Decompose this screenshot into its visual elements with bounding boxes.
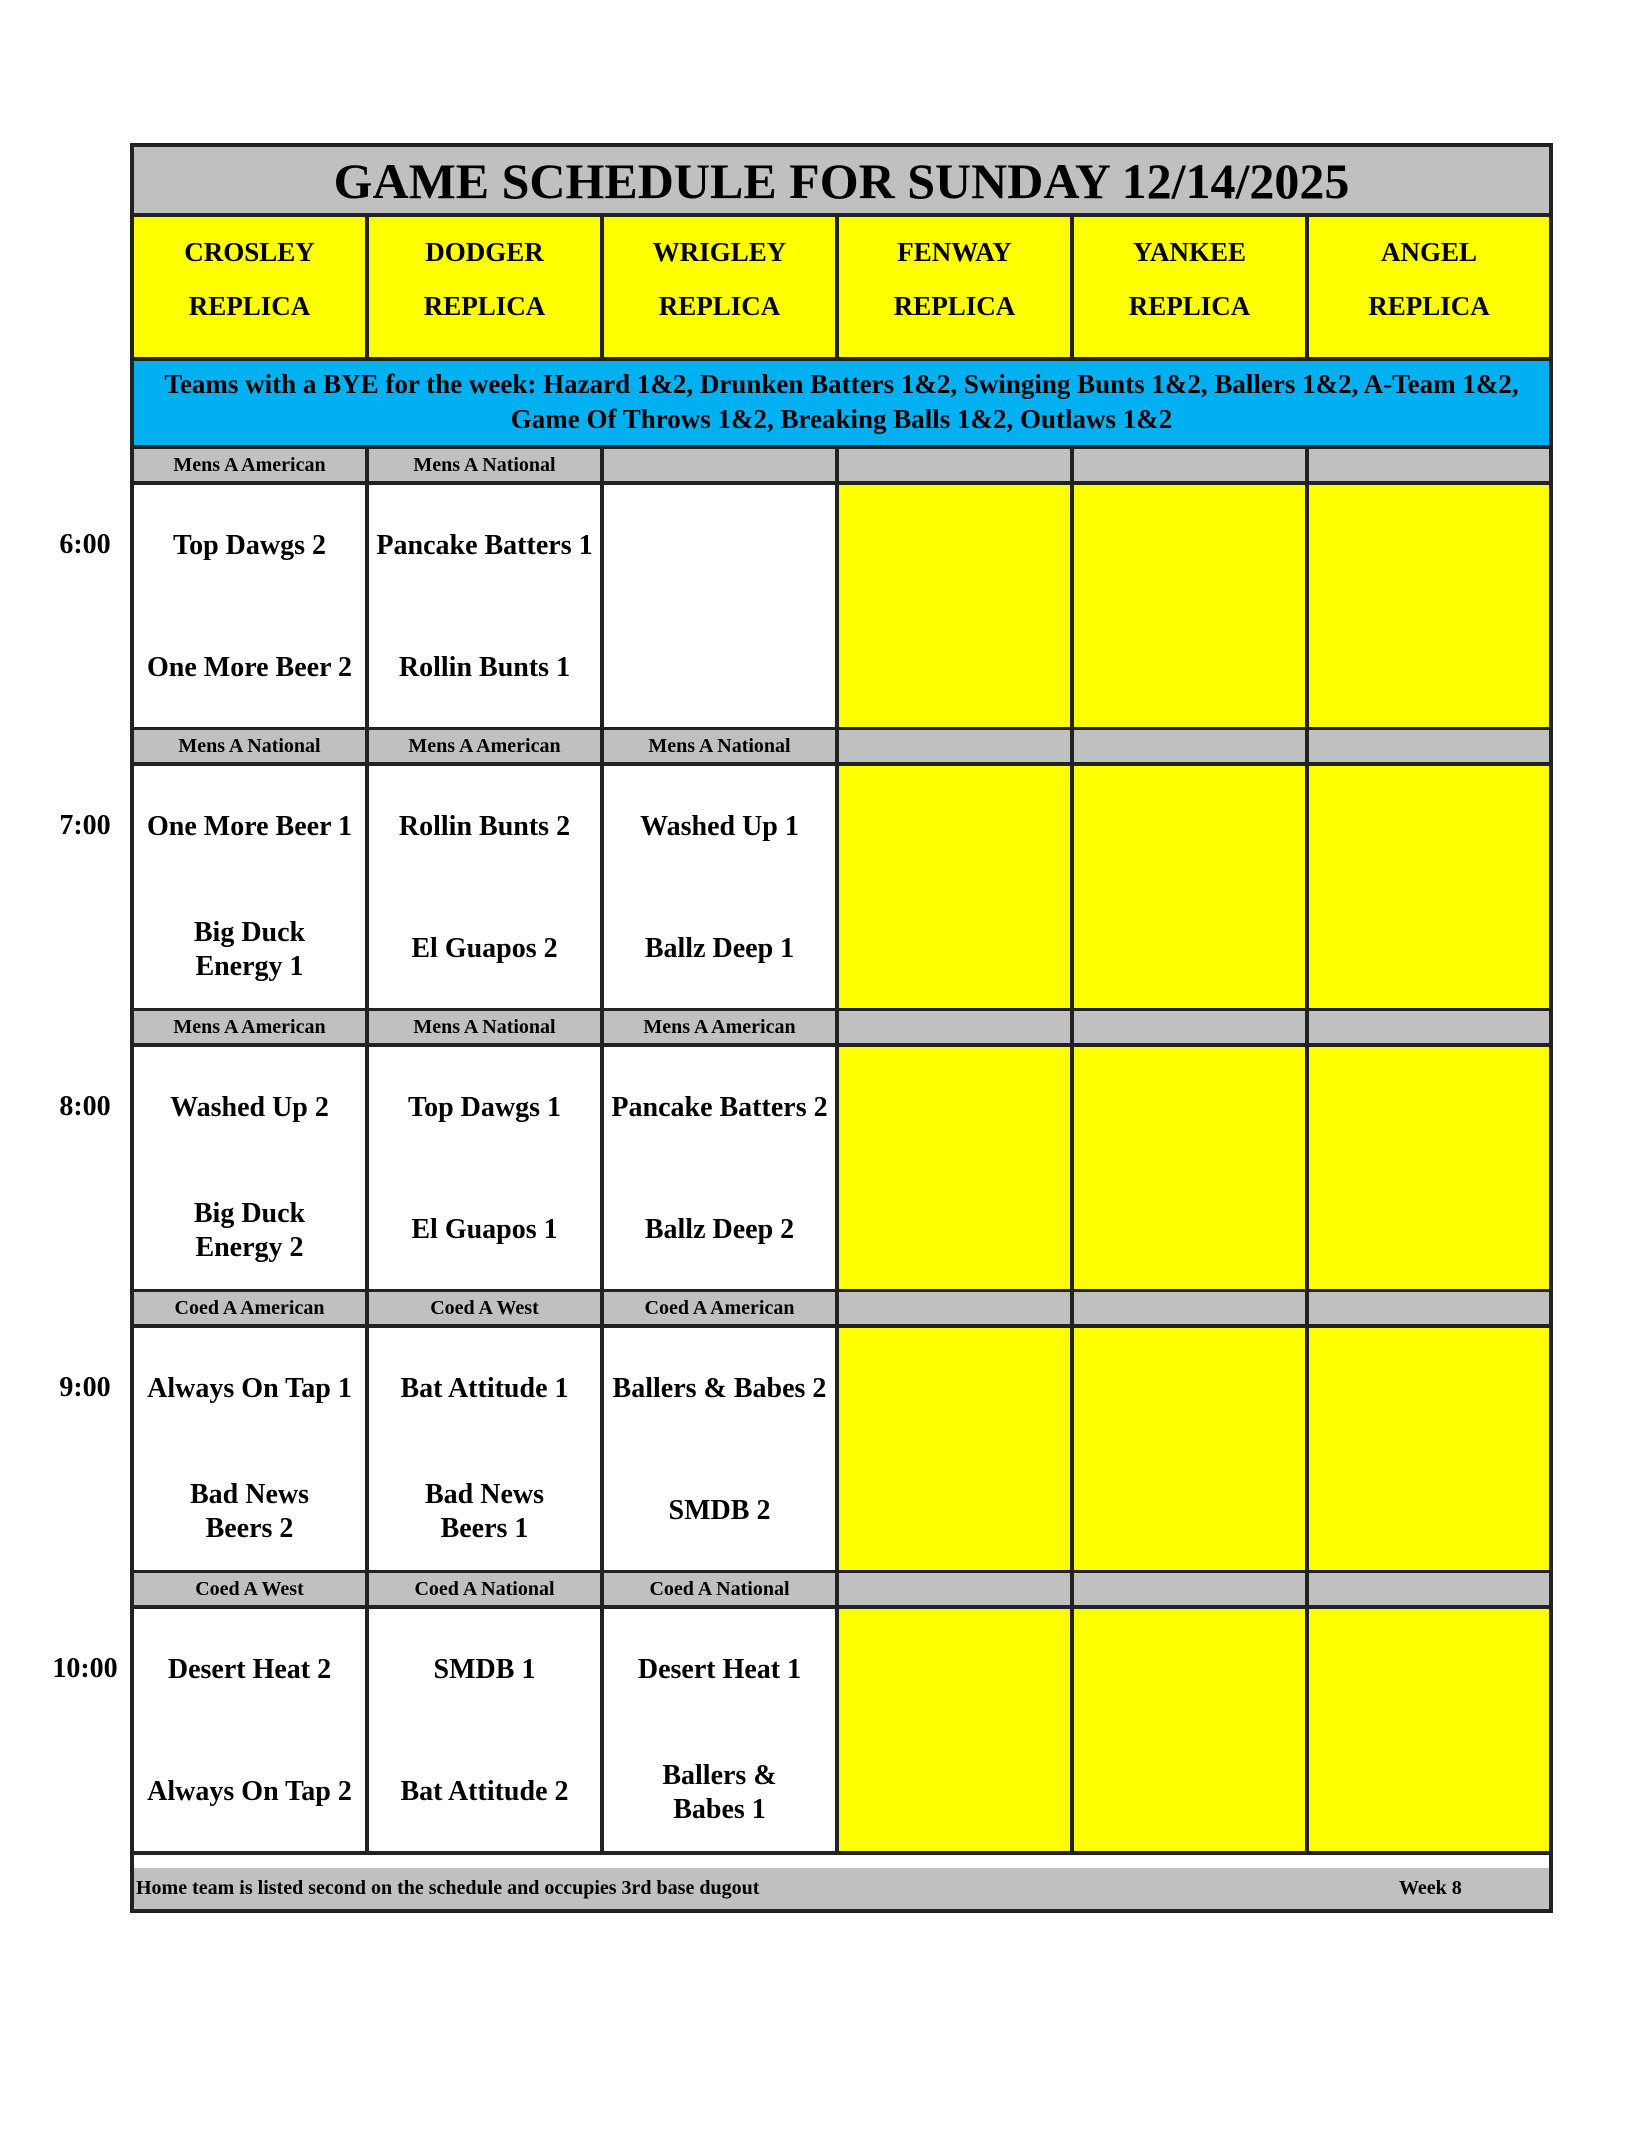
division-label [1309, 1573, 1549, 1609]
division-label: Coed A American [134, 1292, 369, 1328]
division-label [839, 1011, 1074, 1047]
division-label [1309, 730, 1549, 766]
game-matchup [604, 1328, 839, 1574]
empty-game-slot [1309, 1328, 1549, 1574]
empty-game-slot [1074, 1047, 1309, 1293]
field-name: ANGEL [1380, 237, 1478, 267]
game-matchup [604, 1047, 839, 1293]
away-team: Rollin Bunts 2 [398, 811, 571, 842]
empty-game-slot [1309, 766, 1549, 1012]
field-header-wrigley [604, 217, 839, 361]
division-label: Mens A National [369, 1011, 604, 1047]
game-matchup [369, 1328, 604, 1574]
division-label [1074, 449, 1309, 485]
field-subtitle: REPLICA [1368, 291, 1490, 321]
division-label [839, 1292, 1074, 1328]
division-label [1309, 1011, 1549, 1047]
division-label [1074, 1573, 1309, 1609]
field-subtitle: REPLICA [893, 291, 1016, 321]
division-label: Coed A West [369, 1292, 604, 1328]
page-title: GAME SCHEDULE FOR SUNDAY 12/14/2025 [134, 147, 1549, 217]
division-label [1074, 1011, 1309, 1047]
away-team: Desert Heat 2 [167, 1654, 332, 1685]
division-label: Coed A National [369, 1573, 604, 1609]
empty-game-slot [1074, 766, 1309, 1012]
home-team: Always On Tap 2 [147, 1776, 352, 1807]
field-subtitle: REPLICA [1128, 291, 1251, 321]
division-label [1309, 449, 1549, 485]
home-team: Ballz Deep 2 [644, 1214, 795, 1245]
division-label [1074, 1292, 1309, 1328]
empty-game-slot [839, 1609, 1074, 1855]
field-subtitle: REPLICA [423, 291, 546, 321]
field-header-fenway [839, 217, 1074, 361]
field-name: CROSLEY [184, 237, 315, 267]
empty-game-slot [1074, 1609, 1309, 1855]
field-header-angel [1309, 217, 1549, 361]
division-label: Coed A West [134, 1573, 369, 1609]
time-label: 9:00 [59, 1372, 111, 1403]
game-matchup [604, 766, 839, 1012]
game-matchup [134, 1047, 369, 1293]
game-matchup [134, 1609, 369, 1855]
away-team: Top Dawgs 1 [407, 1092, 561, 1123]
field-name: YANKEE [1132, 237, 1247, 267]
home-team: El Guapos 2 [411, 933, 558, 964]
division-label: Mens A American [604, 1011, 839, 1047]
away-team: Always On Tap 1 [147, 1373, 352, 1404]
game-matchup [134, 485, 369, 731]
division-label: Mens A American [134, 1011, 369, 1047]
empty-game-slot [1309, 1609, 1549, 1855]
empty-game-slot [1074, 485, 1309, 731]
field-name: DODGER [425, 237, 544, 267]
away-team: Pancake Batters 2 [611, 1092, 828, 1123]
game-matchup [369, 766, 604, 1012]
away-team: Washed Up 1 [640, 811, 799, 842]
home-team-note: Home team is listed second on the schedule and occupies 3rd base dugout [136, 1877, 760, 1899]
away-team: One More Beer 1 [146, 811, 352, 842]
empty-game-slot [1309, 485, 1549, 731]
division-label [839, 449, 1074, 485]
game-matchup [134, 1328, 369, 1574]
away-team: SMDB 1 [433, 1654, 536, 1685]
division-label: Coed A National [604, 1573, 839, 1609]
division-label [1074, 730, 1309, 766]
game-matchup [369, 485, 604, 731]
away-team: Pancake Batters 1 [376, 530, 593, 561]
division-label [839, 730, 1074, 766]
home-team: One More Beer 2 [146, 652, 352, 683]
game-matchup [604, 1609, 839, 1855]
away-team: Ballers & Babes 2 [612, 1373, 827, 1404]
field-subtitle: REPLICA [658, 291, 781, 321]
away-team: Desert Heat 1 [637, 1654, 802, 1685]
field-name: FENWAY [897, 237, 1012, 267]
away-team: Bat Attitude 1 [400, 1373, 569, 1404]
field-header-yankee [1074, 217, 1309, 361]
home-team: SMDB 2 [668, 1495, 771, 1526]
empty-game-slot [604, 485, 839, 731]
division-label: Coed A American [604, 1292, 839, 1328]
field-header-dodger [369, 217, 604, 361]
time-label: 10:00 [52, 1653, 118, 1684]
home-team: El Guapos 1 [411, 1214, 558, 1245]
game-matchup [369, 1047, 604, 1293]
time-label: 8:00 [59, 1091, 111, 1122]
footer-bar [134, 1868, 1549, 1909]
division-label: Mens A National [604, 730, 839, 766]
division-label: Mens A American [369, 730, 604, 766]
week-label: Week 8 [1399, 1877, 1462, 1899]
empty-game-slot [839, 766, 1074, 1012]
division-label [604, 449, 839, 485]
away-team: Washed Up 2 [170, 1092, 329, 1123]
home-team: Bad News Beers 1 [424, 1479, 544, 1544]
home-team: Big Duck Energy 1 [193, 917, 306, 982]
game-matchup [134, 766, 369, 1012]
field-header-crosley [134, 217, 369, 361]
time-label: 7:00 [59, 810, 111, 841]
away-team: Top Dawgs 2 [172, 530, 326, 561]
home-team: Ballers & Babes 1 [662, 1760, 777, 1825]
division-label: Mens A National [134, 730, 369, 766]
schedule-sheet [130, 143, 1553, 1913]
empty-game-slot [839, 485, 1074, 731]
field-name: WRIGLEY [652, 237, 787, 267]
division-label: Mens A American [134, 449, 369, 485]
division-label [839, 1573, 1074, 1609]
home-team: Rollin Bunts 1 [398, 652, 571, 683]
home-team: Ballz Deep 1 [644, 933, 795, 964]
home-team: Bat Attitude 2 [400, 1776, 569, 1807]
game-matchup [369, 1609, 604, 1855]
empty-game-slot [839, 1328, 1074, 1574]
home-team: Big Duck Energy 2 [193, 1198, 306, 1263]
empty-game-slot [839, 1047, 1074, 1293]
empty-game-slot [1309, 1047, 1549, 1293]
time-label: 6:00 [59, 529, 111, 560]
empty-game-slot [1074, 1328, 1309, 1574]
field-subtitle: REPLICA [188, 291, 311, 321]
home-team: Bad News Beers 2 [189, 1479, 309, 1544]
bye-notice: Teams with a BYE for the week: Hazard 1&2, Drunken Batters 1&2, Swinging Bunts 1&2, Ballers 1&2, A-Team 1&2, Game Of Throws 1&2, Breaking Balls 1&2, Outlaws 1&2 [134, 361, 1549, 449]
division-label: Mens A National [369, 449, 604, 485]
division-label [1309, 1292, 1549, 1328]
